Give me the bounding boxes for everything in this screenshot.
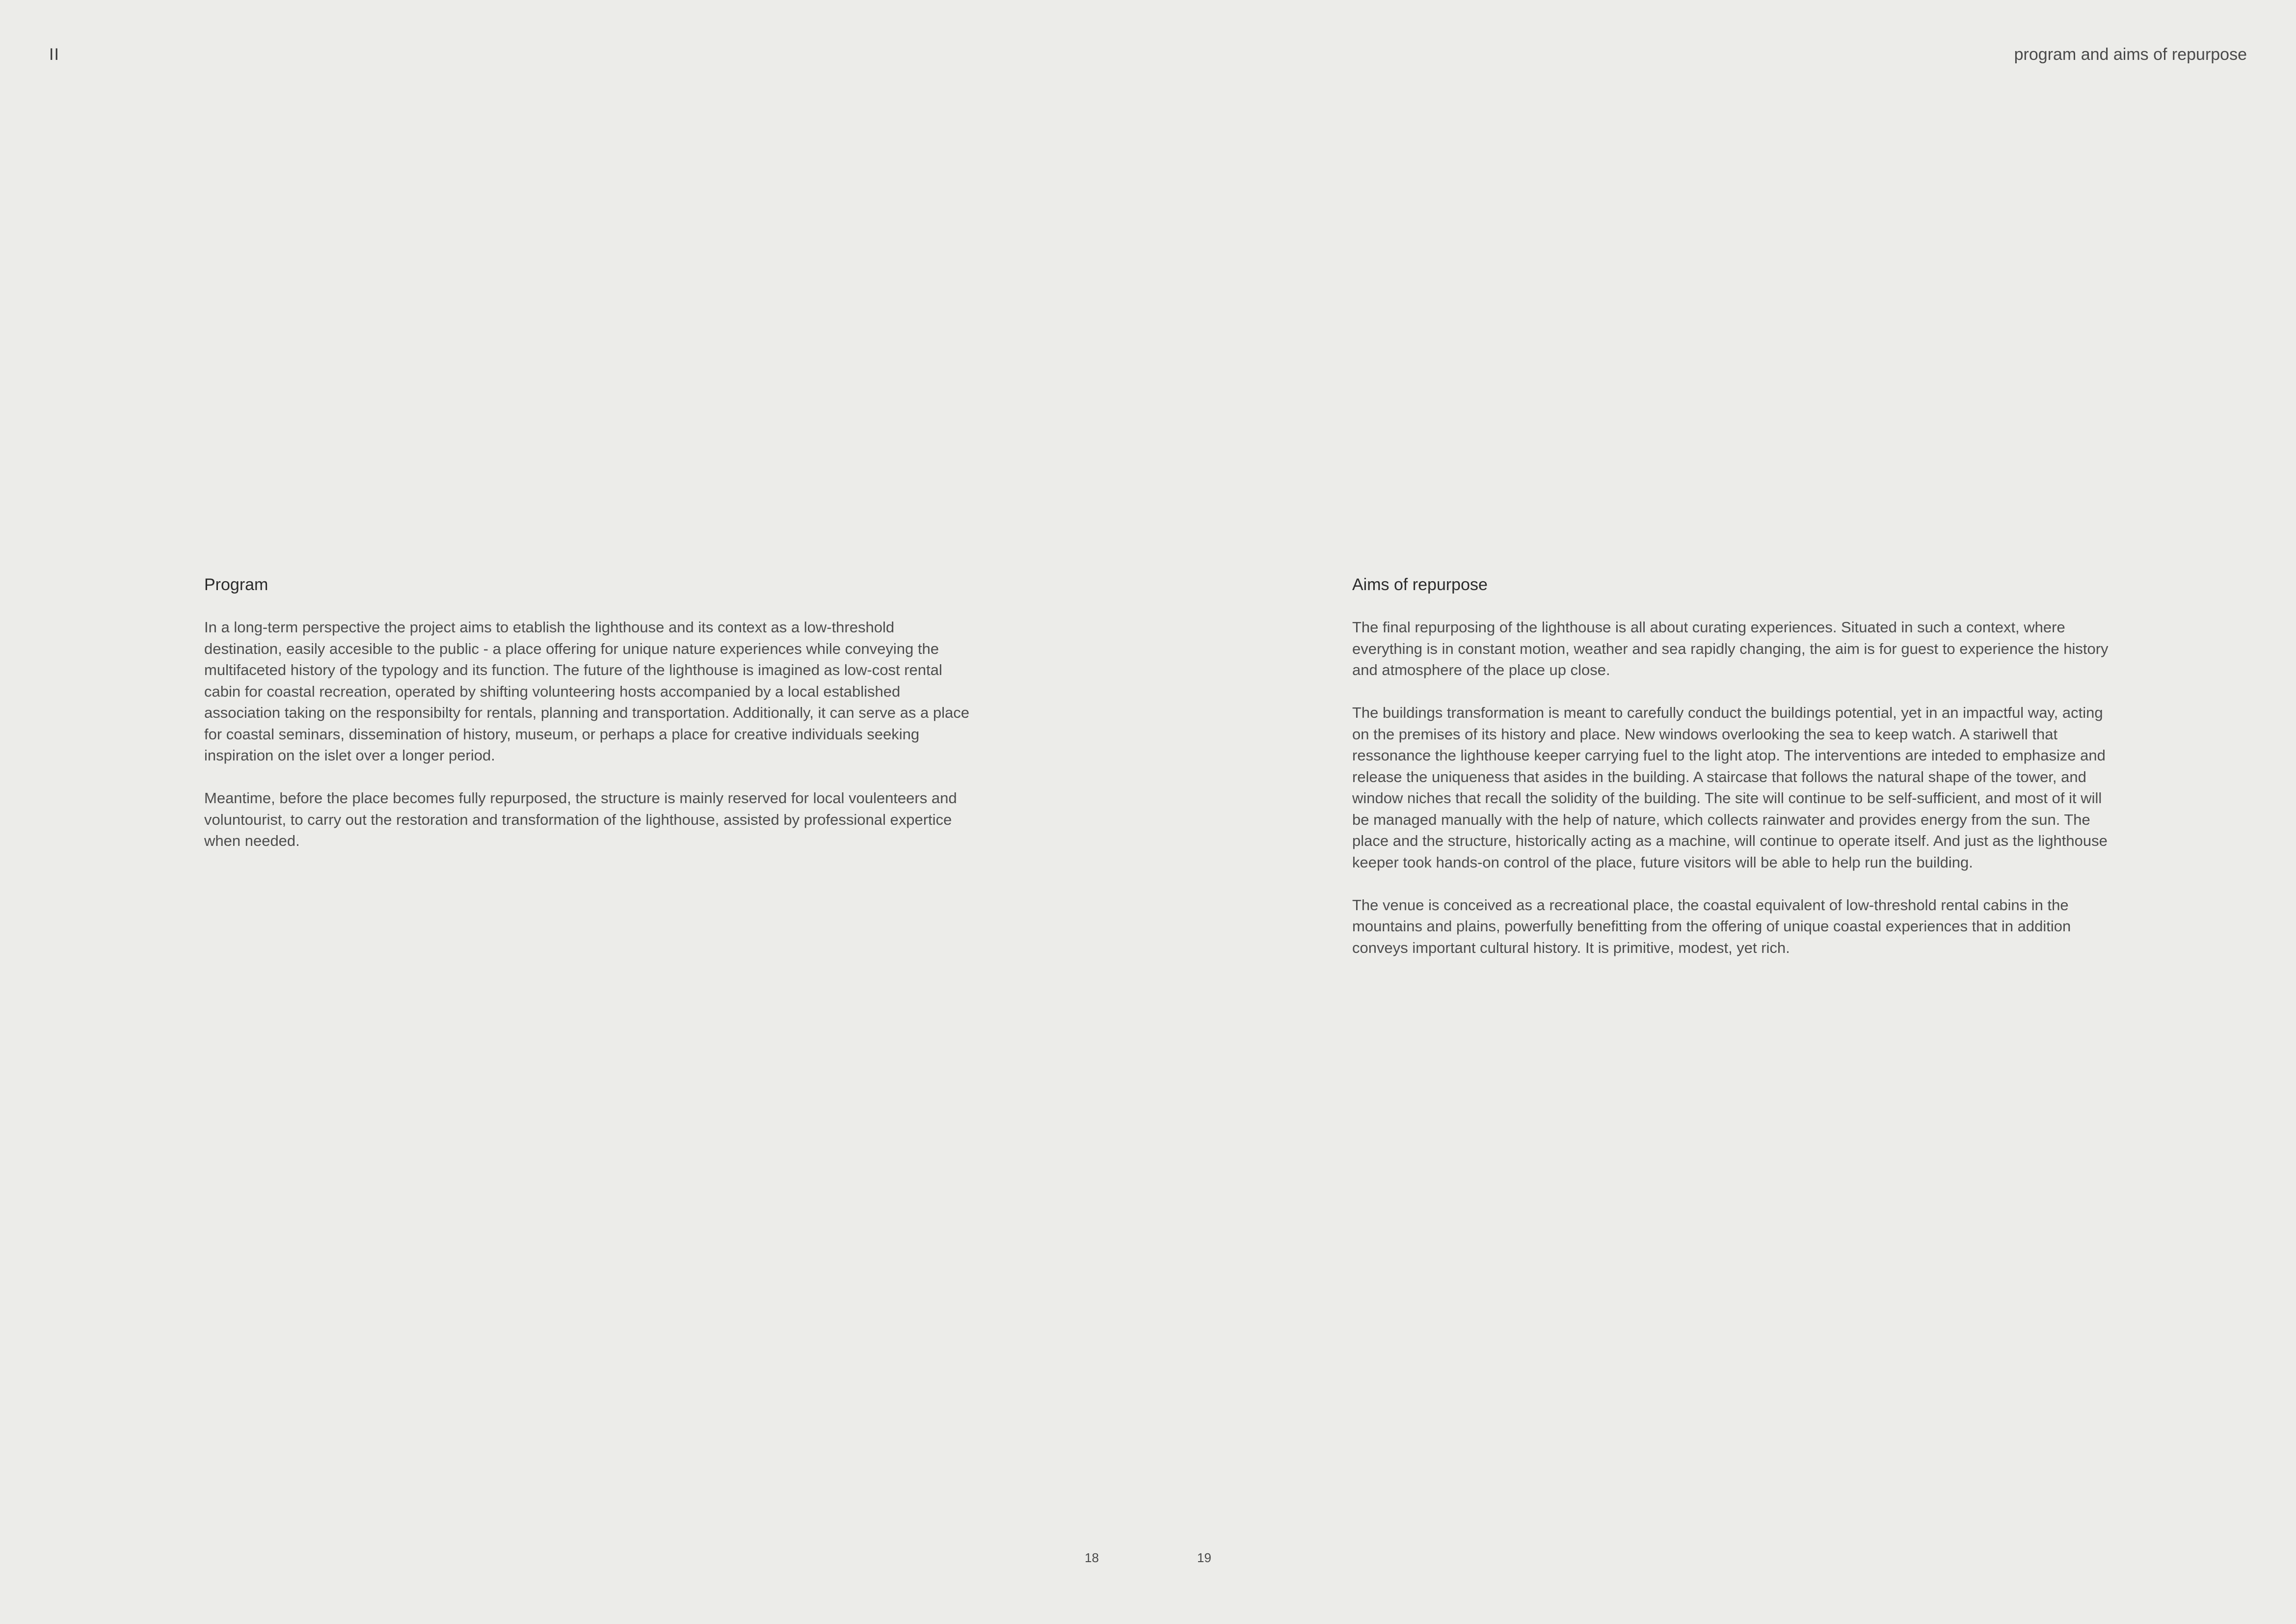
section-title: program and aims of repurpose <box>2014 45 2247 64</box>
aims-column <box>1352 574 2118 980</box>
section-numeral: II <box>49 45 59 64</box>
aims-paragraph-3: The venue is conceived as a recreational place, the coastal equivalent of low-threshold rental cabins in the mountains and plains, powerfully benefitting from the offering of unique coastal experiences that in addition conveys important cultural history. It is primitive, modest, yet rich. <box>1352 896 2071 956</box>
aims-paragraph-1: The final repurposing of the lighthouse is all about curating experiences. Situated in such a context, where everything is in constant motion, weather and sea rapidly changing, the aim is for guest to experience the history and atmosphere of the place up close. <box>1352 619 2109 678</box>
program-column <box>204 574 970 873</box>
page-number-right: 19 <box>1197 1550 1211 1565</box>
page-number-left: 18 <box>1085 1550 1099 1565</box>
program-paragraph-2: Meantime, before the place becomes fully repurposed, the structure is mainly reserved for local voulenteers and voluntourist, to carry out the restoration and transformation of the lighthouse, assisted by professional expertice when needed. <box>204 789 957 849</box>
program-paragraph-1: In a long-term perspective the project aims to etablish the lighthouse and its context as a low-threshold destination, easily accesible to the public - a place offering for unique nature experiences while conveying the multifaceted history of the typology and its function. The future of the lighthouse is imagined as low-cost rental cabin for coastal recreation, operated by shifting volunteering hosts accompanied by a local established association taking on the responsibilty for rentals, planning and transportation. Additionally, it can serve as a place for coastal seminars, dissemination of history, museum, or perhaps a place for creative individuals seeking inspiration on the islet over a longer period. <box>204 619 969 764</box>
aims-paragraph-2: The buildings transformation is meant to carefully conduct the buildings potential, yet in an impactful way, acting on the premises of its history and place. New windows overlooking the sea to keep watch. A stariwell that ressonance the lighthouse keeper carrying fuel to the light atop. The interventions are inteded to emphasize and release the uniqueness that asides in the building. A staircase that follows the natural shape of the tower, and window niches that recall the solidity of the building. The site will continue to be self-sufficient, and most of it will be managed manually with the help of nature, which collects rainwater and provides energy from the sun. The place and the structure, historically acting as a machine, will continue to operate itself. And just as the lighthouse keeper took hands-on control of the place, future visitors will be able to help run the building. <box>1352 704 2108 871</box>
program-heading: Program <box>204 575 268 594</box>
aims-heading: Aims of repurpose <box>1352 575 1488 594</box>
